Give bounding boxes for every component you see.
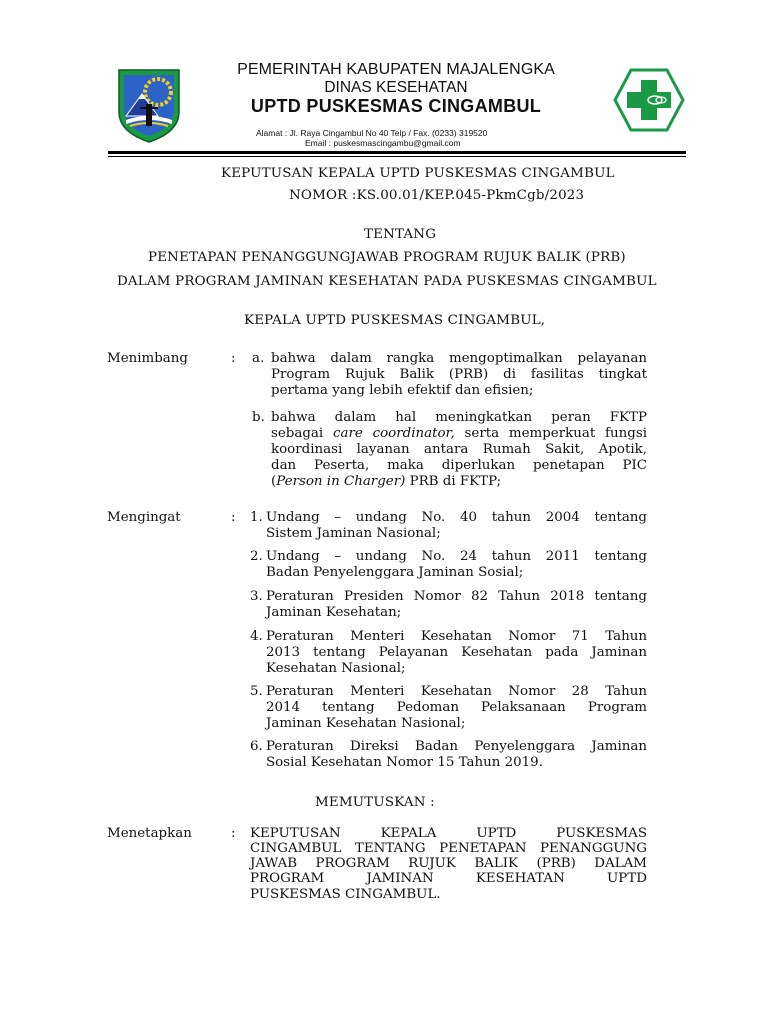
- text-segment: PRB di FKTP;: [405, 474, 502, 489]
- mengingat-line: Jaminan Kesehatan Nasional;: [266, 716, 466, 731]
- letterhead-institution: UPTD PUSKESMAS CINGAMBUL: [250, 96, 542, 116]
- mengingat-line: Peraturan Menteri Kesehatan Nomor 28 Tahun: [266, 684, 647, 699]
- memutuskan-heading: MEMUTUSKAN :: [315, 795, 435, 810]
- menimbang-b-line: dan Peserta, maka diperlukan penetapan PIC: [271, 458, 647, 473]
- mengingat-line: Badan Penyelenggara Jaminan Sosial;: [266, 565, 524, 580]
- mengingat-line: Jaminan Kesehatan;: [266, 605, 402, 620]
- decree-about: TENTANG: [364, 227, 437, 242]
- mengingat-marker: 5.: [250, 684, 263, 699]
- text-segment: serta memperkuat fungsi: [454, 426, 647, 441]
- letterhead-address: Alamat : Jl. Raya Cingambul No 40 Telp / Fax. (0233) 319520: [256, 128, 488, 138]
- menimbang-colon: :: [231, 351, 236, 366]
- letterhead-department: DINAS KESEHATAN: [324, 79, 468, 96]
- letterhead-government: PEMERINTAH KABUPATEN MAJALENGKA: [237, 61, 555, 78]
- text-segment: (: [271, 474, 277, 489]
- mengingat-marker: 1.: [250, 510, 263, 525]
- text-segment: sebagai: [271, 426, 333, 441]
- menetapkan-line: PROGRAM JAMINAN KESEHATAN UPTD: [250, 871, 647, 886]
- puskesmas-cross-logo: [613, 68, 685, 132]
- mengingat-marker: 6.: [250, 739, 263, 754]
- mengingat-marker: 4.: [250, 629, 263, 644]
- mengingat-label: Mengingat: [107, 510, 181, 525]
- mengingat-line: Sosial Kesehatan Nomor 15 Tahun 2019.: [266, 755, 543, 770]
- majalengka-regency-emblem: [114, 64, 184, 144]
- letterhead-rule-thin: [108, 156, 686, 157]
- mengingat-line: Peraturan Presiden Nomor 82 Tahun 2018 tentang: [266, 589, 647, 604]
- menetapkan-colon: :: [231, 826, 236, 841]
- menimbang-label: Menimbang: [107, 351, 188, 366]
- decree-subject-line-2: DALAM PROGRAM JAMINAN KESEHATAN PADA PUSKESMAS CINGAMBUL: [117, 274, 657, 289]
- mengingat-colon: :: [231, 510, 236, 525]
- menimbang-a-line: Program Rujuk Balik (PRB) di fasilitas tingkat: [271, 367, 647, 382]
- decree-official: KEPALA UPTD PUSKESMAS CINGAMBUL,: [244, 313, 546, 328]
- mengingat-line: Undang – undang No. 40 tahun 2004 tentang: [266, 510, 647, 525]
- mengingat-marker: 3.: [250, 589, 263, 604]
- menimbang-b-line: bahwa dalam hal meningkatkan peran FKTP: [271, 410, 647, 425]
- menimbang-b-line: [271, 426, 647, 442]
- mengingat-line: Peraturan Menteri Kesehatan Nomor 71 Tahun: [266, 629, 647, 644]
- mengingat-line: 2014 tentang Pedoman Pelaksanaan Program: [266, 700, 647, 715]
- mengingat-line: Sistem Jaminan Nasional;: [266, 526, 441, 541]
- decree-subject-line-1: PENETAPAN PENANGGUNGJAWAB PROGRAM RUJUK BALIK (PRB): [148, 250, 626, 265]
- menimbang-a-line: pertama yang lebih efektif dan efisien;: [271, 383, 534, 398]
- decree-title: KEPUTUSAN KEPALA UPTD PUSKESMAS CINGAMBUL: [221, 166, 615, 181]
- letterhead-email: Email : puskesmascingambu@gmail.com: [305, 138, 461, 148]
- menimbang-a-marker: a.: [252, 351, 265, 366]
- decree-number: NOMOR :KS.00.01/KEP.045-PkmCgb/2023: [289, 188, 585, 203]
- mengingat-line: Kesehatan Nasional;: [266, 661, 406, 676]
- menetapkan-line: JAWAB PROGRAM RUJUK BALIK (PRB) DALAM: [250, 856, 647, 871]
- menetapkan-line: KEPUTUSAN KEPALA UPTD PUSKESMAS: [250, 826, 647, 841]
- italic-term: care coordinator,: [333, 426, 455, 441]
- menetapkan-line: PUSKESMAS CINGAMBUL.: [250, 887, 441, 902]
- menimbang-b-marker: b.: [252, 410, 265, 425]
- menetapkan-label: Menetapkan: [107, 826, 192, 841]
- mengingat-line: Undang – undang No. 24 tahun 2011 tentang: [266, 549, 647, 564]
- menimbang-b-line: [271, 474, 501, 490]
- menetapkan-line: CINGAMBUL TENTANG PENETAPAN PENANGGUNG: [250, 841, 647, 856]
- menimbang-b-line: koordinasi layanan antara Rumah Sakit, Apotik,: [271, 442, 647, 457]
- mengingat-line: 2013 tentang Pelayanan Kesehatan pada Jaminan: [266, 645, 647, 660]
- italic-term: Person in Charger): [276, 474, 406, 489]
- mengingat-marker: 2.: [250, 549, 263, 564]
- mengingat-line: Peraturan Direksi Badan Penyelenggara Jaminan: [266, 739, 647, 754]
- letterhead-rule-thick: [108, 151, 686, 154]
- menimbang-a-line: bahwa dalam rangka mengoptimalkan pelayanan: [271, 351, 647, 366]
